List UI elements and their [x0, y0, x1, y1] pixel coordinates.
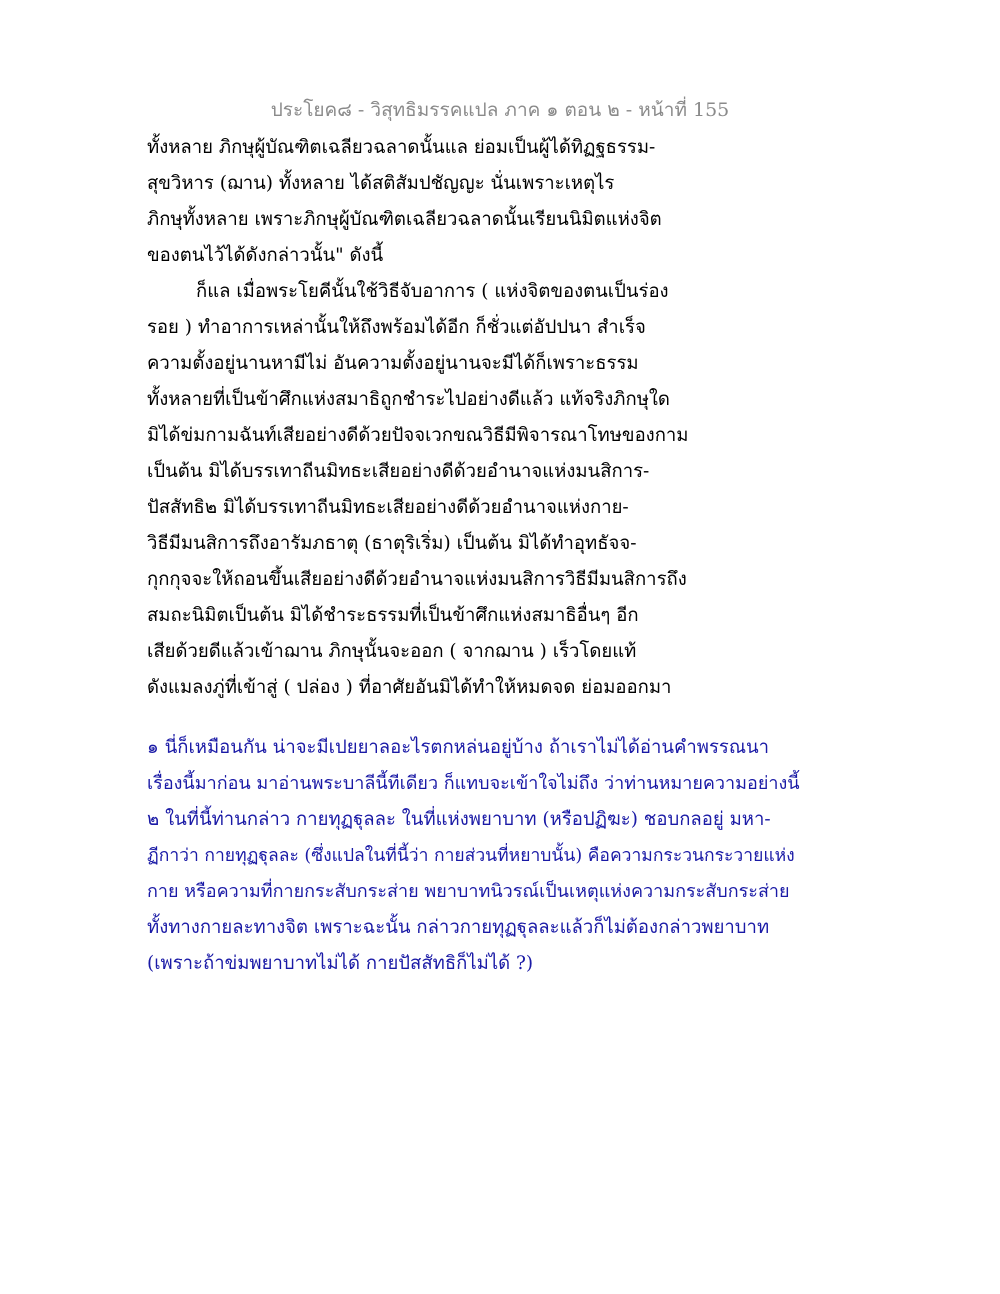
body-line: สมถะนิมิตเป็นต้น มิได้ชำระธรรมที่เป็นข้าศึกแห่งสมาธิอื่นๆ อีก	[147, 605, 639, 626]
body-line: เป็นต้น มิได้บรรเทาถีนมิทธะเสียอย่างดีด้วยอำนาจแห่งมนสิการ-	[147, 461, 650, 482]
footnote-2-line: ๒ ในที่นี้ท่านกล่าว กายทุฏฐุลละ ในที่แห่งพยาบาท (หรือปฏิฆะ) ชอบกลอยู่ มหา-	[147, 809, 771, 830]
running-header: ประโยค๘ - วิสุทธิมรรคแปล ภาค ๑ ตอน ๒ - หน้าที่ 155	[270, 99, 730, 121]
footnote-1-line: เรื่องนี้มาก่อน มาอ่านพระบาลีนี้ทีเดียว ก็แทบจะเข้าใจไม่ถึง ว่าท่านหมายความอย่างนี้	[147, 773, 800, 794]
body-line: ทั้งหลายที่เป็นข้าศึกแห่งสมาธิถูกชำระไปอย่างดีแล้ว แท้จริงภิกษุใด	[147, 389, 670, 410]
body-line: ความตั้งอยู่นานหามีไม่ อันความตั้งอยู่นานจะมีได้ก็เพราะธรรม	[147, 353, 639, 374]
footnote-2-line: กาย หรือความที่กายกระสับกระส่าย พยาบาทนิวรณ์เป็นเหตุแห่งความกระสับกระส่าย	[147, 881, 790, 902]
body-line: ปัสสัทธิ๒ มิได้บรรเทาถีนมิทธะเสียอย่างดีด้วยอำนาจแห่งกาย-	[147, 497, 629, 518]
body-line: มิได้ข่มกามฉันท์เสียอย่างดีด้วยปัจจเวกขณวิธีมีพิจารณาโทษของกาม	[147, 425, 689, 446]
body-paragraph-start: ก็แล เมื่อพระโยคีนั้นใช้วิธีจับอาการ ( แห่งจิตของตนเป็นร่อง	[196, 281, 669, 302]
body-line: ดังแมลงภู่ที่เข้าสู่ ( ปล่อง ) ที่อาศัยอันมิได้ทำให้หมดจด ย่อมออกมา	[147, 677, 672, 698]
footnote-2-line: ฏีกาว่า กายทุฏฐุลละ (ซึ่งแปลในที่นี้ว่า กายส่วนที่หยาบนั้น) คือความกระวนกระวายแห่ง	[147, 846, 795, 866]
body-line: ของตนไว้ได้ดังกล่าวนั้น" ดังนี้	[147, 245, 384, 266]
body-line: กุกกุจจะให้ถอนขึ้นเสียอย่างดีด้วยอำนาจแห่งมนสิการวิธีมีมนสิการถึง	[147, 569, 687, 590]
body-line: สุขวิหาร (ฌาน) ทั้งหลาย ได้สติสัมปชัญญะ นั่นเพราะเหตุไร	[147, 173, 615, 194]
footnote-2-line: ทั้งทางกายละทางจิต เพราะฉะนั้น กล่าวกายทุฏฐุลละแล้วก็ไม่ต้องกล่าวพยาบาท	[147, 917, 770, 938]
body-line: ภิกษุทั้งหลาย เพราะภิกษุผู้บัณฑิตเฉลียวฉลาดนั้นเรียนนิมิตแห่งจิต	[147, 209, 662, 230]
body-line: ทั้งหลาย ภิกษุผู้บัณฑิตเฉลียวฉลาดนั้นแล ย่อมเป็นผู้ได้ทิฏฐธรรม-	[147, 137, 656, 158]
body-line: รอย ) ทำอาการเหล่านั้นให้ถึงพร้อมได้อีก ก็ชั่วแต่อัปปนา สำเร็จ	[147, 317, 646, 338]
footnote-1-line: ๑ นี่ก็เหมือนกัน น่าจะมีเปยยาลอะไรตกหล่นอยู่บ้าง ถ้าเราไม่ได้อ่านคำพรรณนา	[147, 737, 770, 758]
body-line: เสียด้วยดีแล้วเข้าฌาน ภิกษุนั้นจะออก ( จากฌาน ) เร็วโดยแท้	[147, 641, 637, 662]
footnote-2-line: (เพราะถ้าข่มพยาบาทไม่ได้ กายปัสสัทธิก็ไม่ได้ ?)	[147, 953, 534, 974]
body-line: วิธีมีมนสิการถึงอารัมภธาตุ (ธาตุริเริ่ม) เป็นต้น มิได้ทำอุทธัจจ-	[147, 533, 637, 554]
